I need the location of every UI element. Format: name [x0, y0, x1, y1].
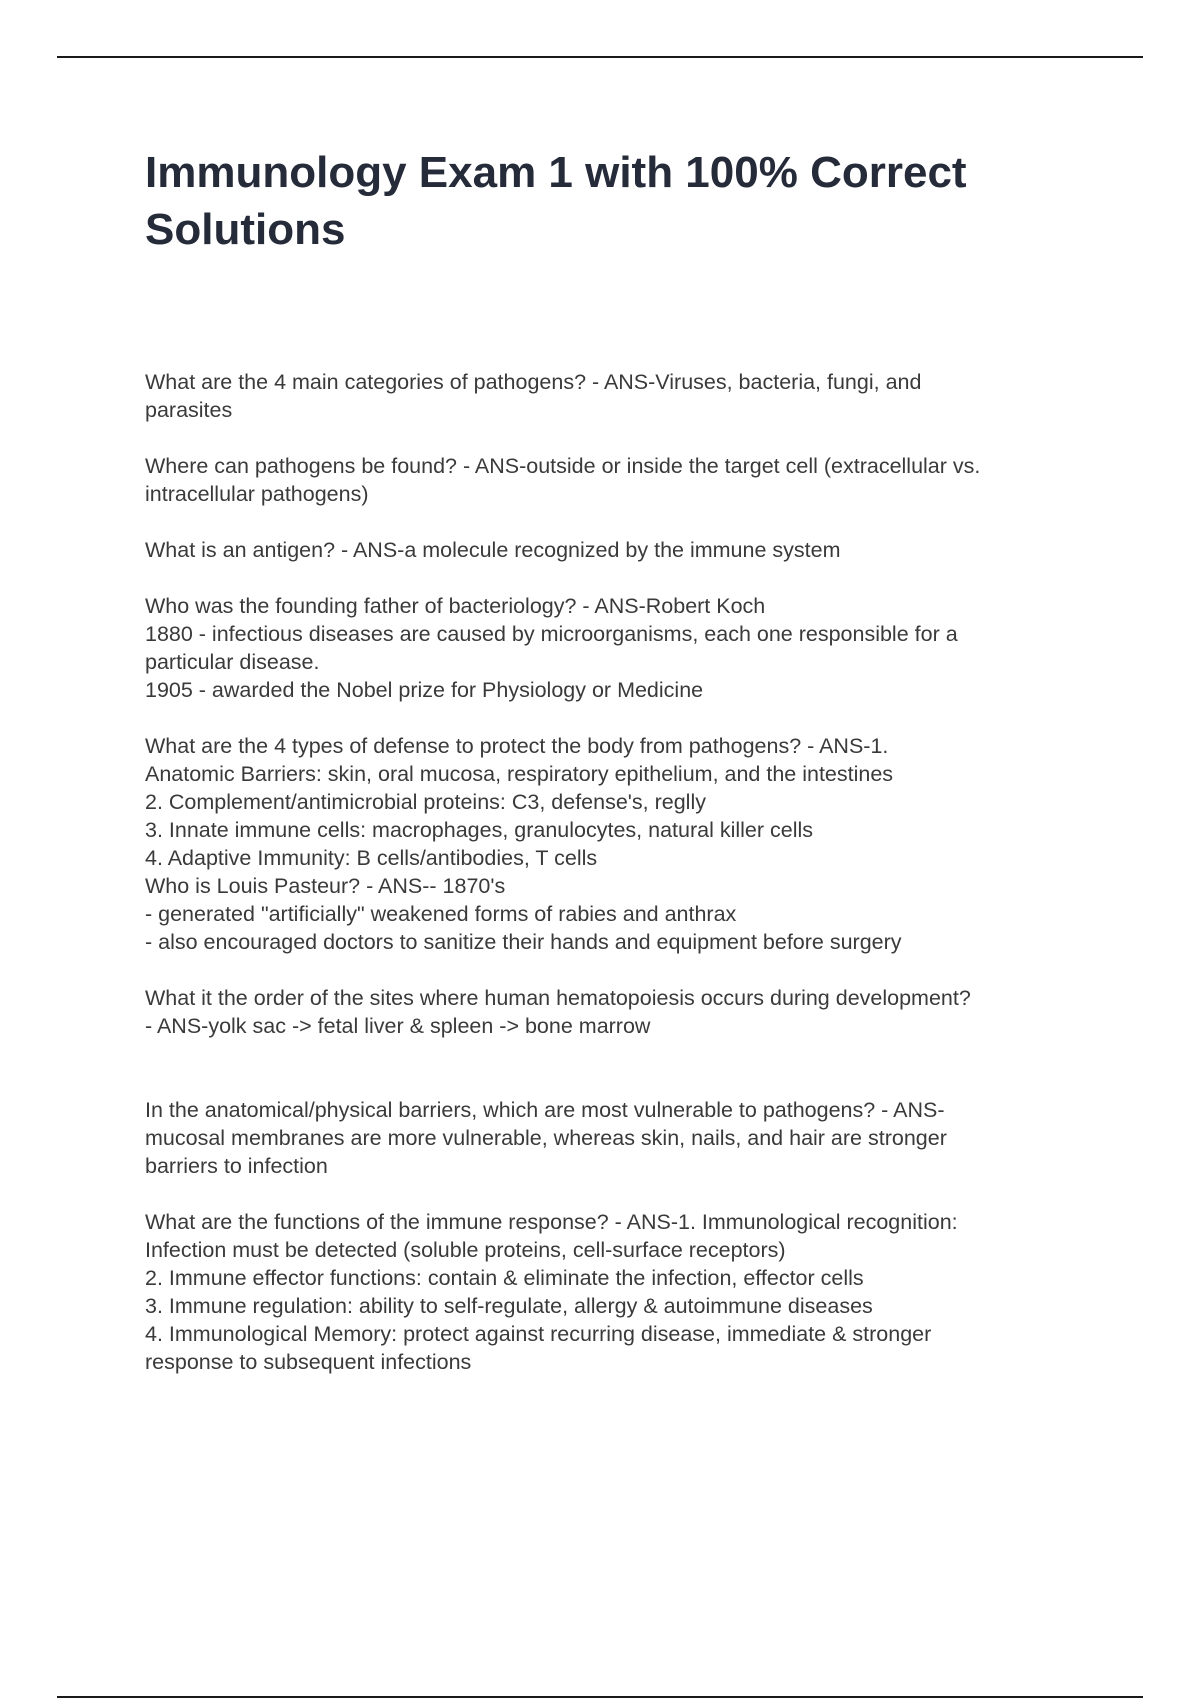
top-rule	[57, 56, 1143, 58]
qa-line: particular disease.	[145, 650, 320, 674]
qa-line: 1905 - awarded the Nobel prize for Physiology or Medicine	[145, 678, 704, 702]
qa-line: What are the 4 types of defense to protect the body from pathogens? - ANS-1.	[145, 734, 889, 758]
qa-line: barriers to infection	[145, 1154, 328, 1178]
qa-line: Infection must be detected (soluble proteins, cell-surface receptors)	[145, 1238, 786, 1262]
qa-line: Anatomic Barriers: skin, oral mucosa, respiratory epithelium, and the intestines	[145, 762, 894, 786]
qa-line: Where can pathogens be found? - ANS-outside or inside the target cell (extracellular vs.	[145, 454, 981, 478]
qa-line: - also encouraged doctors to sanitize their hands and equipment before surgery	[145, 930, 902, 954]
bottom-rule	[57, 1696, 1143, 1698]
qa-line: 1880 - infectious diseases are caused by microorganisms, each one responsible for a	[145, 622, 958, 646]
qa-line: 4. Immunological Memory: protect against recurring disease, immediate & stronger	[145, 1322, 932, 1346]
qa-line: 4. Adaptive Immunity: B cells/antibodies, T cells	[145, 846, 598, 870]
qa-item-defense-types	[145, 732, 1095, 956]
qa-item-pathogen-categories	[145, 368, 1095, 424]
qa-line: Who is Louis Pasteur? - ANS-- 1870's	[145, 874, 506, 898]
qa-content	[145, 368, 1095, 1376]
qa-item-barriers	[145, 1096, 1095, 1180]
title-line-2: Solutions	[145, 205, 346, 254]
qa-item-immune-functions	[145, 1208, 1095, 1376]
qa-line: mucosal membranes are more vulnerable, whereas skin, nails, and hair are stronger	[145, 1126, 947, 1150]
qa-line: - generated "artificially" weakened forms of rabies and anthrax	[145, 902, 737, 926]
document-title	[145, 144, 1105, 258]
qa-line: What are the 4 main categories of pathogens? - ANS-Viruses, bacteria, fungi, and	[145, 370, 922, 394]
qa-line: response to subsequent infections	[145, 1350, 472, 1374]
qa-line: 2. Immune effector functions: contain & eliminate the infection, effector cells	[145, 1266, 864, 1290]
qa-item-antigen	[145, 536, 1095, 564]
qa-line: intracellular pathogens)	[145, 482, 369, 506]
qa-line: What are the functions of the immune response? - ANS-1. Immunological recognition:	[145, 1210, 958, 1234]
qa-line: 3. Innate immune cells: macrophages, granulocytes, natural killer cells	[145, 818, 814, 842]
title-line-1: Immunology Exam 1 with 100% Correct	[145, 148, 967, 197]
qa-line: What is an antigen? - ANS-a molecule recognized by the immune system	[145, 538, 841, 562]
qa-item-pathogen-location	[145, 452, 1095, 508]
qa-line: Who was the founding father of bacteriology? - ANS-Robert Koch	[145, 594, 766, 618]
qa-line: 3. Immune regulation: ability to self-regulate, allergy & autoimmune diseases	[145, 1294, 873, 1318]
qa-line: parasites	[145, 398, 233, 422]
qa-line: - ANS-yolk sac -> fetal liver & spleen -> bone marrow	[145, 1014, 651, 1038]
qa-line: What it the order of the sites where human hematopoiesis occurs during development?	[145, 986, 971, 1010]
qa-item-hematopoiesis	[145, 984, 1095, 1040]
qa-item-bacteriology	[145, 592, 1095, 704]
qa-line: 2. Complement/antimicrobial proteins: C3, defense's, reglly	[145, 790, 706, 814]
qa-line: In the anatomical/physical barriers, which are most vulnerable to pathogens? - ANS-	[145, 1098, 945, 1122]
